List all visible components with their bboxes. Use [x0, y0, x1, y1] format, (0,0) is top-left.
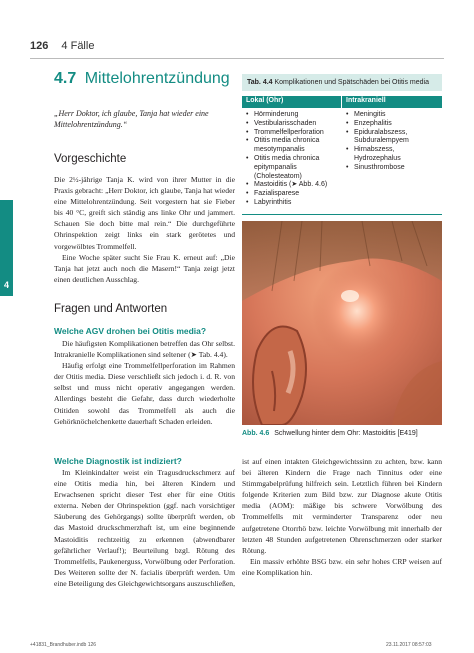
footer-file: +41831_Brandhuber.indb 126 — [30, 642, 97, 648]
table-bottom-rule — [242, 214, 442, 215]
figure-caption — [242, 429, 442, 438]
list-item: • Mastoiditis (➤ Abb. 4.6) — [246, 181, 338, 190]
list-item: • Hirnabszess, Hydrozephalus — [346, 146, 438, 164]
section-number: 4.7 — [54, 70, 77, 87]
list-item: • Otitis media chronica epitympanalis (Cholesteatom) — [246, 155, 338, 181]
vorgeschichte-paragraph: Eine Woche später sucht Sie Frau K. erneut auf: „Die Tanja hat jetzt auch noch die Masern!“ Tanja zeigt jetzt einen deutlichen Ausschlag. — [54, 252, 235, 284]
list-item: • Labyrinthitis — [246, 199, 338, 208]
figure-label: Abb. 4.6 — [242, 430, 270, 437]
question-heading: Welche Diagnostik ist indiziert? — [54, 456, 182, 466]
heading-fragen: Fragen und Antworten — [54, 303, 168, 315]
list-item: • Enzephalitis — [346, 120, 438, 129]
vorgeschichte-paragraph: Die 2½-jährige Tanja K. wird von ihrer Mutter in die Praxis gebracht: „Herr Doktor, ich glaube, Tanja hat wieder eine Mittelohrentzündung. Seit vorgestern hat sie Fieber bis 40 °C, greift sich ständig ans linke Ohr und jammert. Schauen Sie doch bitte mal rein.“ Die durchgeführte Ohrinspektion zeigt links ein stark gerötetes und vorgewölbtes Trommelfell. — [54, 175, 235, 251]
answer-text — [54, 467, 235, 589]
table-header-row — [242, 96, 442, 108]
table-body — [242, 109, 442, 213]
list-item: • Trommelfellperforation — [246, 129, 338, 138]
mastoiditis-photo — [242, 221, 442, 425]
running-header — [30, 40, 94, 52]
vorgeschichte-text — [54, 174, 235, 285]
list-item: • Otitis media chronica mesotympanalis — [246, 137, 338, 155]
list-item: • Hörminderung — [246, 111, 338, 120]
continued-text — [242, 456, 442, 578]
chapter-side-tab: 4 — [0, 200, 13, 296]
table-header-lokal: Lokal (Ohr) — [242, 96, 342, 108]
ear-illustration — [242, 221, 442, 425]
answer-paragraph: Die häufigsten Komplikationen betreffen das Ohr selbst. Intrakranielle Komplikationen sind seltener (➤ Tab. 4.4). — [54, 339, 235, 360]
page-number: 126 — [30, 40, 49, 52]
list-item: • Epiduralabszess, Subduralempyem — [346, 129, 438, 147]
answer-paragraph: Häufig erfolgt eine Trommelfellperforation im Rahmen der Otitis media. Diese verschließt sich jedoch i. d. R. von selbst und muss nicht operativ angegangen werden. Allerdings besteht die Gefahr, dass durch wiederholte Otitiden sowohl das Trommelfell als auch die Gehörknöchelchenkette dauerhaft Schaden erleiden. — [54, 361, 235, 426]
list-item: • Fazialisparese — [246, 190, 338, 199]
table-caption — [242, 74, 442, 91]
footer-timestamp: 23.11.2017 08:57:03 — [386, 642, 432, 648]
table-column-lokal — [242, 109, 342, 213]
table-label: Tab. 4.4 — [247, 79, 273, 86]
table-column-intrakraniell — [342, 109, 442, 213]
figure-caption-text: Schwellung hinter dem Ohr: Mastoiditis [E419] — [274, 430, 418, 437]
heading-vorgeschichte: Vorgeschichte — [54, 153, 127, 165]
table-header-intrakraniell: Intrakraniell — [342, 96, 442, 108]
intro-quote: „Herr Doktor, ich glaube, Tanja hat wieder eine Mittelohrentzündung.“ — [54, 109, 209, 129]
chapter-label: 4 Fälle — [61, 40, 95, 52]
list-item: • Vestibularisschaden — [246, 120, 338, 129]
continued-paragraph: ist auf einen intakten Gleichgewichtssinn zu achten, bzw. kann bei älteren Kindern die Frage nach Tinnitus oder eine Stimmgabelprüfung hilfreich sein. Letztlich führen bei Kindern folgende Kriterien zum Bild bzw. zur Diagnose akute Otitis media (AOM): mäßige bis schwere Vorwölbung des Trommelfells mit verminderter Transparenz oder neu aufgetretene Otorrhö bzw. leichte Vorwölbung mit innerhalb der letzten 48 Stunden aufgetretenen Ohrenschmerzen oder starker Rötung. — [242, 457, 442, 555]
table-title: Komplikationen und Spätschäden bei Otitis media — [274, 79, 429, 86]
answer-paragraph: Im Kleinkindalter weist ein Tragusdruckschmerz auf eine Otitis media hin, bei älteren Kindern und Erwachsenen spricht dieser Test eher für eine Otitis externa. Neben der Ohrinspektion (ggf. nach vorsichtiger Säuberung des Gehörgangs) sollte überprüft werden, ob das Mastoid druckschmerzhaft ist, um eine beginnende Mastoiditis rechtzeitig zu erkennen (abwendbarer gefährlicher Verlauf!); Beurteilung bzgl. Rötung des Trommelfells, Paukenerguss, Vorwölbung oder Perforation. Des Weiteren sollte der N. facialis überprüft werden. Um eine Beteiligung des Gleichgewichtsorgans auszuschließen, — [54, 468, 236, 588]
question-heading: Welche AGV drohen bei Otitis media? — [54, 326, 207, 336]
list-item: • Meningitis — [346, 111, 438, 120]
answer-text — [54, 338, 235, 427]
section-title-text: Mittelohrentzündung — [84, 70, 230, 87]
section-title — [54, 70, 230, 88]
continued-paragraph: Ein massiv erhöhte BSG bzw. ein sehr hohes CRP weisen auf eine Komplikation hin. — [242, 556, 442, 577]
list-item: • Sinusthrombose — [346, 164, 438, 173]
header-rule — [30, 58, 444, 59]
